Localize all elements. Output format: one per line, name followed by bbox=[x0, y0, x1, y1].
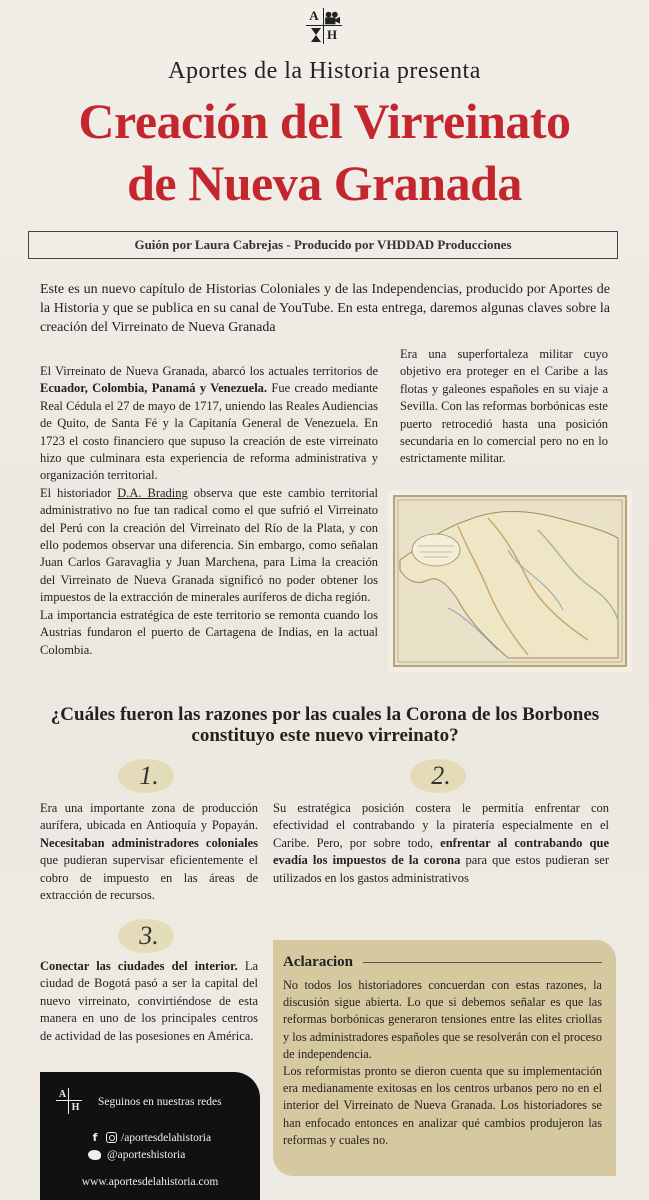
follow-text: Seguinos en nuestras redes bbox=[98, 1096, 222, 1108]
aclaracion-box bbox=[273, 940, 616, 1176]
aclaracion-title: Aclaracion bbox=[283, 954, 353, 970]
credits-box: Guión por Laura Cabrejas - Producido por VHDDAD Producciones bbox=[28, 231, 618, 259]
instagram-icon bbox=[106, 1132, 117, 1143]
hourglass-icon bbox=[308, 27, 324, 43]
twitter-handle: @aporteshistoria bbox=[107, 1149, 186, 1161]
text-span: para que estos pudieran ser utilizados en los gastos administrativos bbox=[273, 853, 609, 885]
aclaracion-body bbox=[283, 977, 602, 1149]
text-span: El Virreinato de Nueva Granada, abarcó los actuales territorios de bbox=[40, 364, 378, 378]
aclaracion-paragraph: Los reformistas pronto se dieron cuenta que su implementación era medianamente exitosas en los centros urbanos pero no en el interior del Virreinato de Nueva Granada. Los historiadores se han enfocado entonces en analizar qué cambios produjeron las reformas y cuales no. bbox=[283, 1064, 602, 1147]
website-link[interactable]: www.aportesdelahistoria.com bbox=[81, 1176, 219, 1188]
intro-paragraph: Este es un nuevo capítulo de Historias Coloniales y de las Independencias, producido por Aportes de la Historia y que se publica en su canal de YouTube. En esta entrega, daremos algunas claves sobre la creación del Virreinato de Nueva Granada bbox=[40, 282, 610, 335]
facebook-instagram-link[interactable] bbox=[88, 1131, 211, 1144]
logo-letter-a: A bbox=[58, 1089, 67, 1100]
aclaracion-heading bbox=[283, 954, 602, 971]
number-label: 3. bbox=[139, 921, 159, 950]
side-text-column bbox=[400, 346, 608, 468]
camera-icon bbox=[324, 10, 340, 26]
text-span: que pudieran supervisar eficientemente el cobro de impuesto en las áreas de extracción de recursos. bbox=[40, 853, 258, 903]
main-text-column bbox=[40, 363, 378, 659]
reason-number-1 bbox=[124, 757, 174, 795]
facebook-icon: f bbox=[92, 1131, 98, 1144]
logo-letter-h: H bbox=[326, 27, 338, 42]
paragraph-territories bbox=[40, 363, 378, 485]
paragraph-brading bbox=[40, 485, 378, 607]
text-span: El historiador bbox=[40, 485, 118, 500]
historical-map-image bbox=[388, 490, 632, 672]
section-question-heading: ¿Cuáles fueron las razones por las cuales la Corona de los Borbones constituyo este nuevo virreinato? bbox=[50, 704, 600, 746]
paragraph-cartagena: La importancia estratégica de este territorio se remonta cuando los Austrias fundaron el puerto de Cartagena de Indias, en la actual Colombia. bbox=[40, 607, 378, 657]
reason-1-text bbox=[40, 800, 258, 904]
bold-countries: Ecuador, Colombia, Panamá y Venezuela. bbox=[40, 381, 268, 396]
logo-letter-a: A bbox=[309, 8, 319, 23]
text-span: Su estratégica posición costera le permitía enfrentar con efectividad el contrabando y la piratería especialmente en el Caribe. Pero, por sobre todo, bbox=[273, 801, 609, 850]
text-span: Era una importante zona de producción aurífera, ubicada en Antioquía y Popayán. bbox=[40, 801, 258, 833]
brading-link[interactable]: D.A. Brading bbox=[117, 485, 188, 500]
title-line-2: de Nueva Granada bbox=[127, 155, 522, 211]
logo-divider bbox=[56, 1100, 82, 1101]
bold-text: Necesitaban administradores coloniales bbox=[40, 835, 258, 850]
logo-divider bbox=[306, 25, 342, 26]
number-label: 2. bbox=[431, 761, 451, 790]
brand-logo bbox=[306, 8, 342, 44]
paragraph-fortaleza: Era una superfortaleza militar cuyo objetivo era proteger en el Caribe a las flotas y galeones españoles en su viaje a Sevilla. Con las reformas borbónicas este puerto retrocedió hasta una posición secundaria en lo comercial pero no en lo estrictamente militar. bbox=[400, 347, 608, 466]
text-span: La ciudad de Bogotá pasó a ser la capital del nuevo virreinato, convirtiéndose de esta manera en uno de los principales centros de actividad de las posesiones en América. bbox=[40, 959, 258, 1043]
twitter-link[interactable] bbox=[88, 1149, 185, 1161]
brand-logo-small bbox=[56, 1088, 82, 1114]
logo-letter-h: H bbox=[71, 1102, 80, 1113]
page-title bbox=[0, 90, 649, 214]
logo-divider bbox=[68, 1088, 69, 1114]
twitter-icon bbox=[88, 1150, 101, 1160]
logo-divider bbox=[323, 8, 324, 44]
fb-ig-handle: /aportesdelahistoria bbox=[121, 1131, 212, 1144]
number-label: 1. bbox=[139, 761, 159, 790]
reason-number-3 bbox=[124, 917, 174, 955]
text-span: observa que este cambio territorial administrativo no fue tan radical como el que sufrió el Virreinato del Perú con la creación del Virreinato del Río de la Plata, y con ello podemos observar una diferencia. Sin embargo, como señalan Juan Carlos Garavaglia y Juan Marchena, para Lima la creación del Virreinato de Nueva Granada significó no poder obtener los impuestos de la extracción de minerales auríferos de dicha región. bbox=[40, 485, 378, 605]
aclaracion-paragraph: No todos los historiadores concuerdan con estas razones, la discusión sigue abierta. Lo que si debemos señalar es que las reformas borbónicas generaron tensiones entre las elites criollas y los administradores españoles que se resolverán con el proceso de independencia. bbox=[283, 978, 602, 1061]
bold-text: Conectar las ciudades del interior. bbox=[40, 959, 238, 973]
social-box bbox=[40, 1072, 260, 1200]
text-span: Fue creado mediante Real Cédula el 27 de mayo de 1717, uniendo las Reales Audiencias de Quito, de Santa Fé y la Capitanía General de Venezuela. En 1723 el costo financiero que supuso la creación de este virreinato hizo que culminara esta experiencia de reforma administrativa y organización territorial. bbox=[40, 381, 378, 483]
bold-text: enfrentar al contrabando que evadía los impuestos de la corona bbox=[273, 835, 609, 868]
reason-number-2 bbox=[416, 757, 466, 795]
title-line-1: Creación del Virreinato bbox=[78, 93, 571, 149]
reason-3-text bbox=[40, 958, 258, 1045]
reason-2-text bbox=[273, 800, 609, 887]
presenta-subtitle: Aportes de la Historia presenta bbox=[168, 58, 481, 84]
heading-rule bbox=[363, 962, 602, 963]
